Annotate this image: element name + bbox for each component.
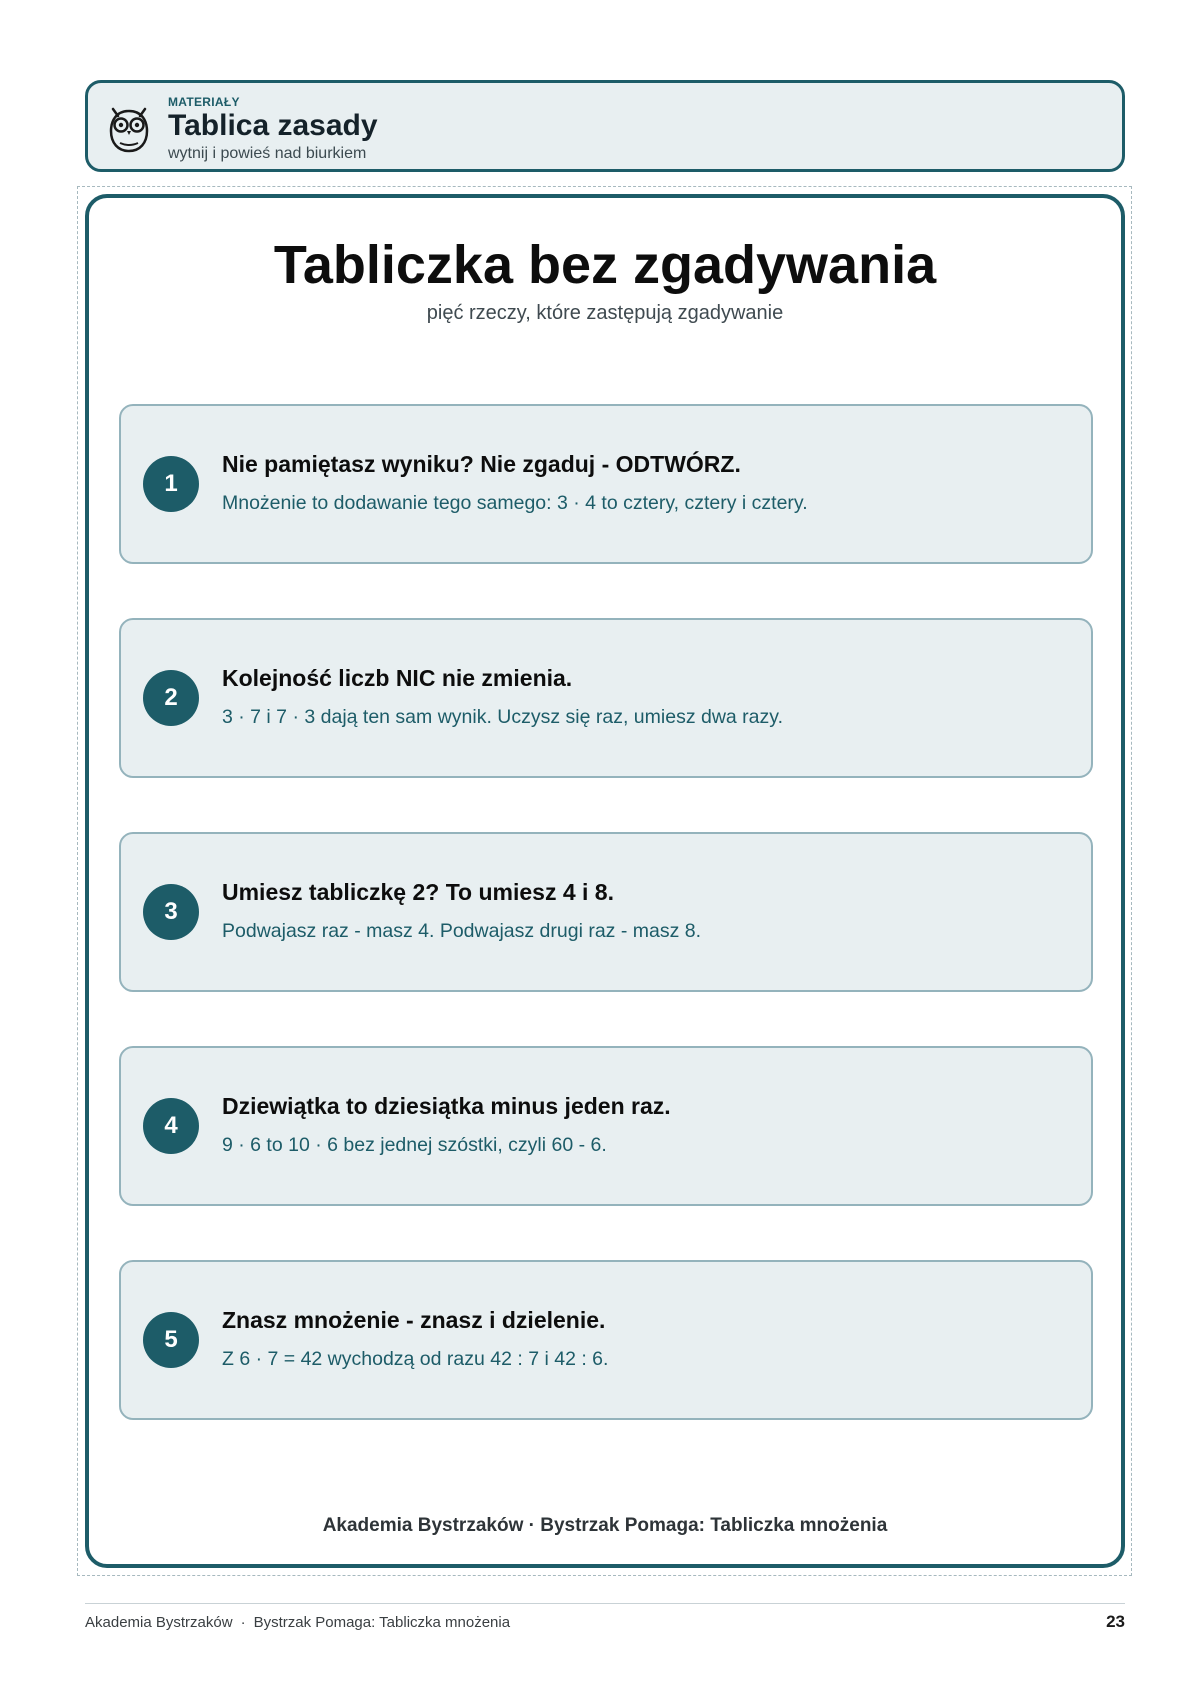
- rule-card: [119, 404, 1093, 564]
- rule-text: Mnożenie to dodawanie tego samego: 3 · 4 to cztery, cztery i cztery.: [222, 492, 808, 514]
- footer-separator: ·: [240, 1614, 246, 1631]
- rule-card: [119, 1260, 1093, 1420]
- board-title: Tabliczka bez zgadywania: [273, 235, 937, 295]
- section-subtitle: wytnij i powieś nad biurkiem: [168, 145, 367, 162]
- rule-number-badge: 3: [143, 884, 199, 940]
- board-subtitle: pięć rzeczy, które zastępują zgadywanie: [426, 302, 784, 324]
- owl-icon: [106, 99, 152, 155]
- rule-number-badge: 1: [143, 456, 199, 512]
- rules-board: [85, 194, 1125, 1568]
- footer-book-title: Bystrzak Pomaga: Tabliczka mnożenia: [253, 1614, 511, 1631]
- rule-heading: Dziewiątka to dziesiątka minus jeden raz.: [222, 1093, 671, 1119]
- rule-card: [119, 832, 1093, 992]
- page-footer: [85, 1614, 510, 1631]
- rule-heading: Kolejność liczb NIC nie zmienia.: [222, 665, 573, 691]
- rule-text: 9 · 6 to 10 · 6 bez jednej szóstki, czyli 60 - 6.: [222, 1134, 607, 1156]
- section-kicker: MATERIAŁY: [168, 95, 240, 109]
- rule-card: [119, 1046, 1093, 1206]
- rule-number-badge: 4: [143, 1098, 199, 1154]
- rule-card: [119, 618, 1093, 778]
- rule-number-badge: 2: [143, 670, 199, 726]
- footer-divider: [85, 1603, 1125, 1604]
- rule-text: 3 · 7 i 7 · 3 dają ten sam wynik. Uczysz się raz, umiesz dwa razy.: [222, 706, 783, 728]
- rule-heading: Nie pamiętasz wyniku? Nie zgaduj - ODTWÓRZ.: [222, 451, 741, 477]
- board-footer: Akademia Bystrzaków · Bystrzak Pomaga: Tabliczka mnożenia: [322, 1515, 888, 1536]
- rule-heading: Umiesz tabliczkę 2? To umiesz 4 i 8.: [222, 879, 614, 905]
- section-title: Tablica zasady: [168, 109, 378, 142]
- rule-text: Podwajasz raz - masz 4. Podwajasz drugi raz - masz 8.: [222, 920, 702, 942]
- section-header: [85, 80, 1125, 172]
- rule-heading: Znasz mnożenie - znasz i dzielenie.: [222, 1307, 606, 1333]
- footer-publisher: Akademia Bystrzaków: [85, 1614, 233, 1631]
- rule-number-badge: 5: [143, 1312, 199, 1368]
- rule-text: Z 6 · 7 = 42 wychodzą od razu 42 : 7 i 42 : 6.: [222, 1348, 609, 1370]
- page-number: 23: [1106, 1612, 1125, 1631]
